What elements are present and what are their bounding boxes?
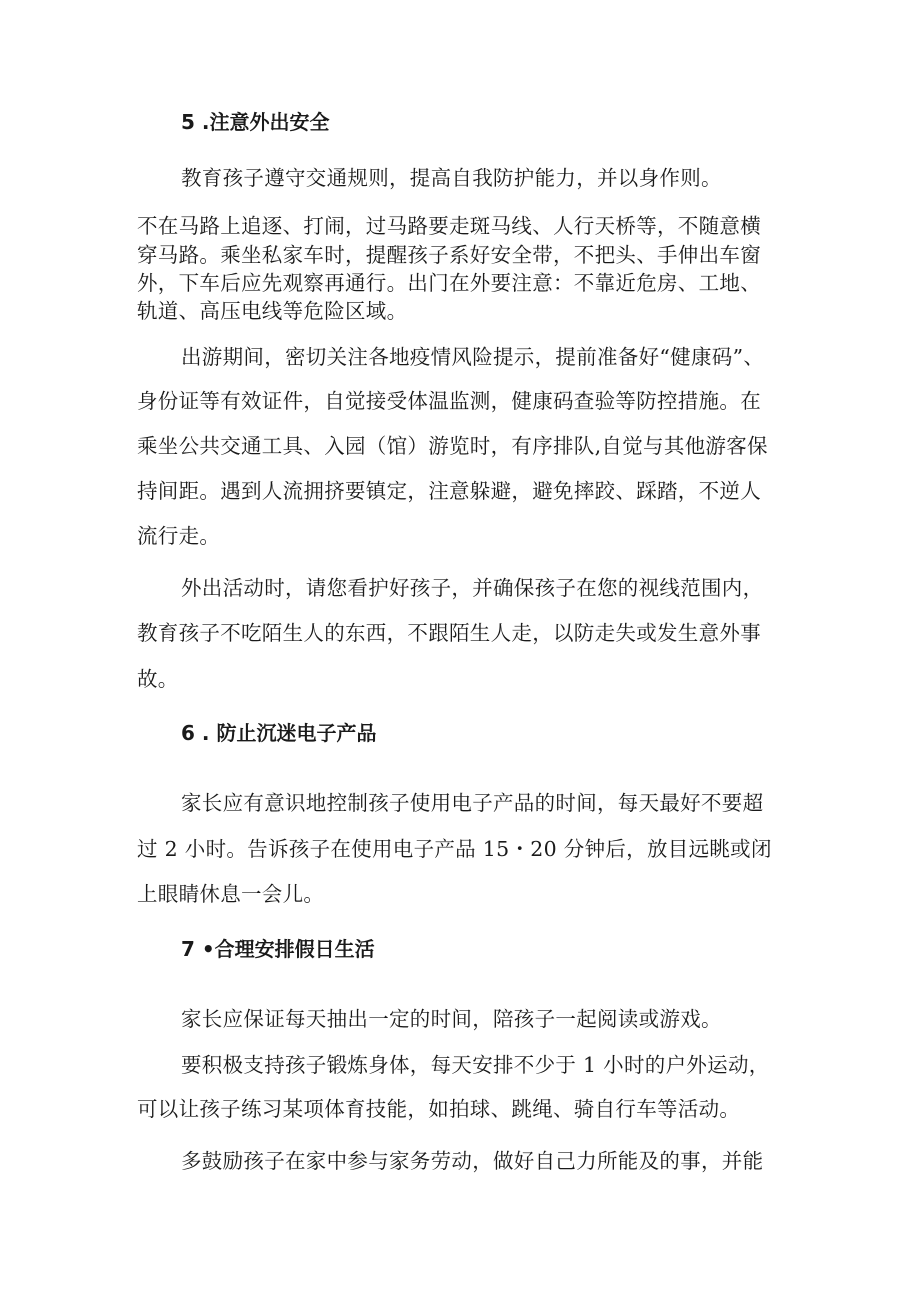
paragraph-line: 可以让孩子练习某项体育技能，如拍球、跳绳、骑自行车等活动。 [137,1097,741,1121]
paragraph-line: 要积极支持孩子锻炼身体，每天安排不少于 1 小时的户外运动， [181,1053,770,1077]
section-heading: 7 •合理安排假日生活 [181,937,375,961]
section-heading: 6 . 防止沉迷电子产品 [181,721,377,745]
paragraph-line: 故。 [137,667,179,691]
paragraph-line: 穿马路。乘坐私家车时，提醒孩子系好安全带，不把头、手伸出车窗 [137,243,761,267]
paragraph-line: 乘坐公共交通工具、入园（馆）游览时，有序排队,自觉与其他游客保 [137,434,768,458]
paragraph-line: 教育孩子不吃陌生人的东西，不跟陌生人走，以防走失或发生意外事 [137,621,761,645]
paragraph-line: 家长应有意识地控制孩子使用电子产品的时间，每天最好不要超 [181,791,764,815]
paragraph-line: 不在马路上追逐、打闹，过马路要走斑马线、人行天桥等，不随意横 [137,214,761,238]
paragraph-line: 流行走。 [137,524,221,548]
paragraph-line: 外出活动时，请您看护好孩子，并确保孩子在您的视线范围内， [181,576,764,600]
paragraph-line: 外，下车后应先观察再通行。出门在外要注意：不靠近危房、工地、 [137,271,761,295]
paragraph-line: 持间距。遇到人流拥挤要镇定，注意躲避，避免摔跤、踩踏，不逆人 [137,479,761,503]
paragraph-line: 轨道、高压电线等危险区域。 [137,299,408,323]
paragraph-line: 教育孩子遵守交通规则，提高自我防护能力，并以身作则。 [181,166,722,190]
paragraph-line: 家长应保证每天抽出一定的时间，陪孩子一起阅读或游戏。 [181,1007,722,1031]
paragraph-line: 身份证等有效证件，自觉接受体温监测，健康码查验等防控措施。在 [137,389,761,413]
paragraph-line: 上眼睛休息一会儿。 [137,882,325,906]
paragraph-line: 多鼓励孩子在家中参与家务劳动，做好自己力所能及的事，并能 [181,1149,764,1173]
paragraph-line: 过 2 小时。告诉孩子在使用电子产品 15・20 分钟后，放目远眺或闭 [137,837,772,861]
section-heading: 5 .注意外出安全 [181,110,330,134]
paragraph-line: 出游期间，密切关注各地疫情风险提示，提前准备好“健康码”、 [181,345,765,369]
